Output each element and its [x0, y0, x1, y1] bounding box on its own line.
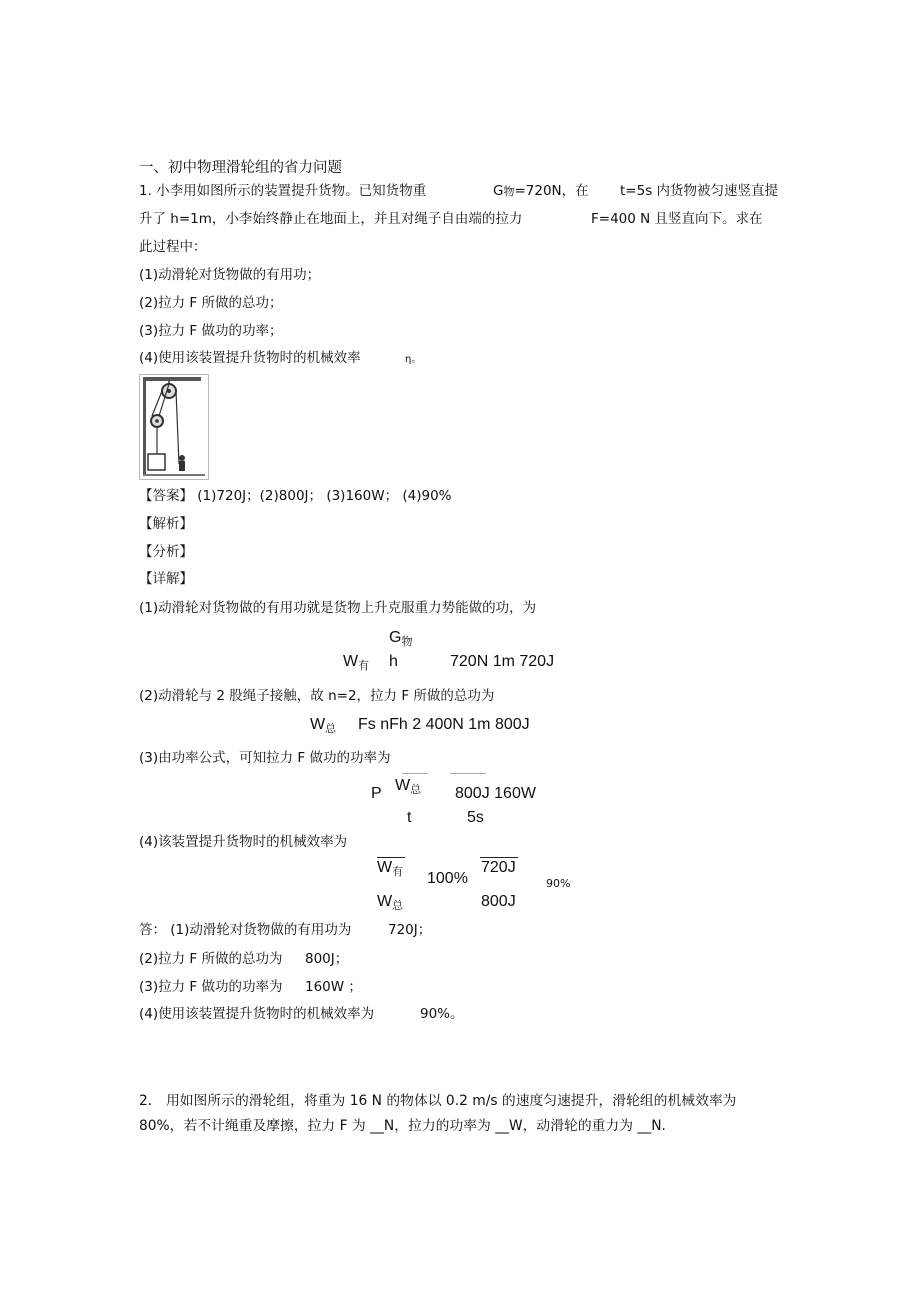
q1-line1-c: t=5s 内货物被匀速竖直提	[620, 183, 779, 199]
ans-line-1-a: 答： (1)动滑轮对货物做的有用功为	[139, 922, 352, 938]
jiexi-heading: 【解析】	[139, 516, 193, 532]
q1-line3: 此过程中：	[139, 239, 207, 255]
q1-item-3: (3)拉力 F 做功的功率；	[139, 323, 283, 339]
q1-item-1: (1)动滑轮对货物做的有用功；	[139, 267, 321, 283]
ans-line-4-b: 90%。	[420, 1006, 464, 1022]
q2-line1: 2． 用如图所示的滑轮组，将重为 16 N 的物体以 0.2 m/s 的速度匀速提升，滑轮组的机械效率为	[139, 1093, 737, 1109]
eq1-h: h	[389, 653, 398, 670]
q1-item-4: (4)使用该装置提升货物时的机械效率	[139, 350, 361, 366]
q1-line2-b: F=400 N 且竖直向下。求在	[591, 211, 763, 227]
xiangjie-heading: 【详解】	[139, 571, 193, 587]
ans-line-3-b: 160W ；	[305, 979, 362, 995]
ans-line-1-b: 720J；	[388, 922, 432, 938]
eq1-g: G物	[389, 629, 413, 648]
step2-text: (2)动滑轮与 2 股绳子接触，故 n=2，拉力 F 所做的总功为	[139, 688, 495, 704]
q1-item-2: (2)拉力 F 所做的总功；	[139, 295, 283, 311]
eq4-w2: W总	[377, 893, 404, 912]
eq4-overline-right	[480, 857, 518, 858]
ans-line-2-b: 800J；	[305, 951, 349, 967]
section-title: 一、初中物理滑轮组的省力问题	[139, 160, 342, 176]
eq4-pct: 100%	[427, 870, 468, 887]
eq3-t: t	[407, 809, 412, 826]
eq3-den: 5s	[467, 809, 484, 826]
step4-text: (4)该装置提升货物时的机械效率为	[139, 834, 348, 850]
fenxi-heading: 【分析】	[139, 544, 193, 560]
eq4-num: 720J	[481, 859, 516, 876]
step1-text: (1)动滑轮对货物做的有用功就是货物上升克服重力势能做的功，为	[139, 600, 537, 616]
eq4-result: 90%	[546, 877, 571, 890]
q1-line2-a: 升了 h=1m，小李始终静止在地面上，并且对绳子自由端的拉力	[139, 211, 523, 227]
eq4-den: 800J	[481, 893, 516, 910]
pulley-figure	[139, 374, 209, 480]
eq2-w: W总	[310, 716, 337, 735]
eq1-rest: 720N 1m 720J	[450, 653, 555, 670]
eq3-fraction-bar-left	[402, 773, 428, 774]
eq2-rest: Fs nFh 2 400N 1m 800J	[358, 716, 530, 733]
eq3-p: P	[371, 785, 382, 802]
q1-eta: η。	[405, 354, 422, 365]
eq4-overline-left	[377, 857, 405, 858]
eq4-w1: W有	[377, 859, 404, 878]
answer: 【答案】 (1)720J；(2)800J； (3)160W； (4)90%	[139, 488, 452, 504]
ans-line-2-a: (2)拉力 F 所做的总功为	[139, 951, 283, 967]
pulley-diagram-icon	[139, 374, 209, 480]
step3-text: (3)由功率公式，可知拉力 F 做功的功率为	[139, 750, 391, 766]
q2-line2: 80%，若不计绳重及摩擦，拉力 F 为 __N，拉力的功率为 __W，动滑轮的重力为 __N.	[139, 1118, 666, 1134]
ans-line-4-a: (4)使用该装置提升货物时的机械效率为	[139, 1006, 375, 1022]
eq3-fraction-bar-right	[450, 773, 486, 774]
ans-line-3-a: (3)拉力 F 做功的功率为	[139, 979, 283, 995]
eq3-w: W总	[395, 777, 422, 796]
q1-line1-b: G物=720N，在	[493, 183, 589, 199]
q1-line1-a: 1. 小李用如图所示的装置提升货物。已知货物重	[139, 183, 427, 199]
eq3-num: 800J 160W	[455, 785, 536, 802]
eq1-w: W有	[343, 653, 370, 672]
